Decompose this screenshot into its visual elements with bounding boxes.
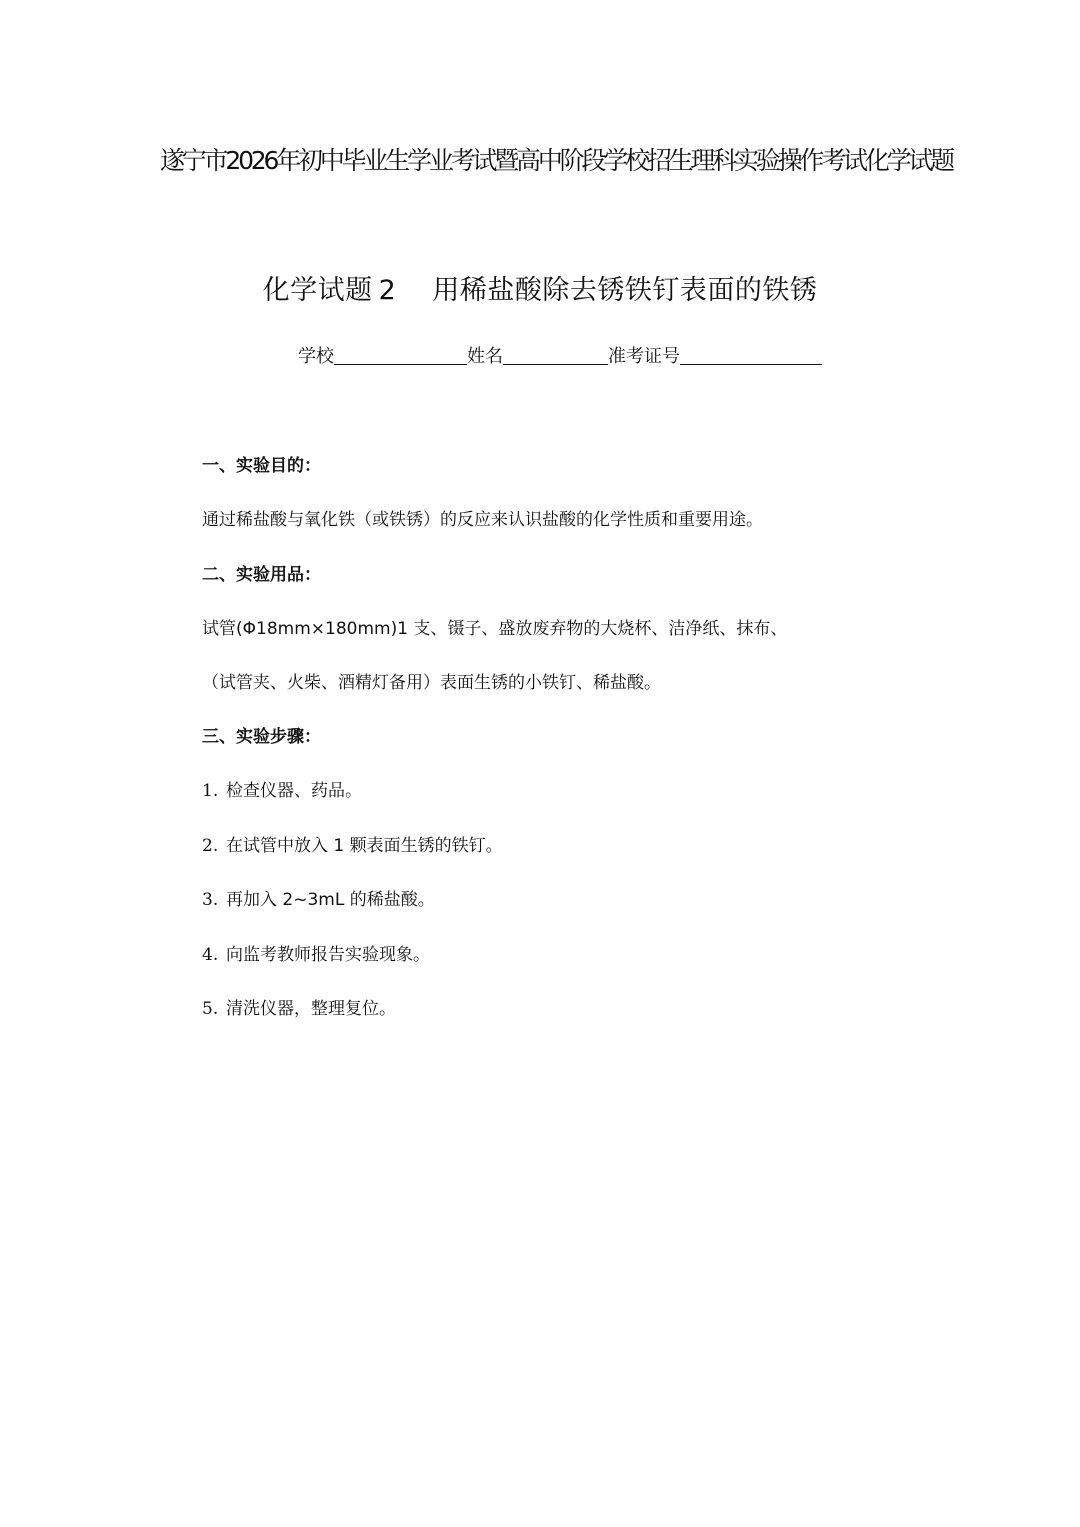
school-label: 学校 [298,346,334,367]
step-item [202,885,435,910]
materials-heading: 二、实验用品： [202,565,321,585]
name-blank [503,344,608,365]
sub-title-prefix: 化学试题 [262,275,373,306]
step-item [202,994,396,1019]
step-number: 1. [202,781,219,801]
id-blank [680,344,822,365]
step-item [202,831,503,856]
step-item [202,940,430,965]
id-label: 准考证号 [608,346,680,367]
step-text: 检查仪器、药品。 [226,781,362,801]
step-number: 5. [202,999,219,1019]
purpose-text: 通过稀盐酸与氧化铁（或铁锈）的反应来认识盐酸的化学性质和重要用途。 [202,510,763,530]
step-number: 4. [202,945,219,965]
name-label: 姓名 [467,346,503,367]
purpose-heading: 一、实验目的： [202,456,321,476]
student-info-fields [298,342,822,368]
materials-line-1: 试管(Φ18mm×180mm)1 支、镊子、盛放废弃物的大烧杯、洁净纸、抹布、 [202,619,788,639]
step-number: 2. [202,836,219,856]
step-text: 向监考教师报告实验现象。 [226,945,430,965]
materials-line-2: （试管夹、火柴、酒精灯备用）表面生锈的小铁钉、稀盐酸。 [202,673,661,693]
main-title: 遂宁市2026年初中毕业生学业考试暨高中阶段学校招生理科实验操作考试化学试题 [160,146,953,175]
sub-title [0,268,1080,307]
step-number: 3. [202,890,219,910]
step-text: 在试管中放入 1 颗表面生锈的铁钉。 [226,836,503,856]
sub-title-number: 2 [378,275,397,306]
step-item [202,776,362,801]
steps-heading: 三、实验步骤： [202,727,321,747]
step-text: 再加入 2~3mL 的稀盐酸。 [226,890,435,910]
sub-title-topic: 用稀盐酸除去锈铁钉表面的铁锈 [432,275,818,306]
school-blank [334,344,467,365]
step-text: 清洗仪器，整理复位。 [226,999,396,1019]
